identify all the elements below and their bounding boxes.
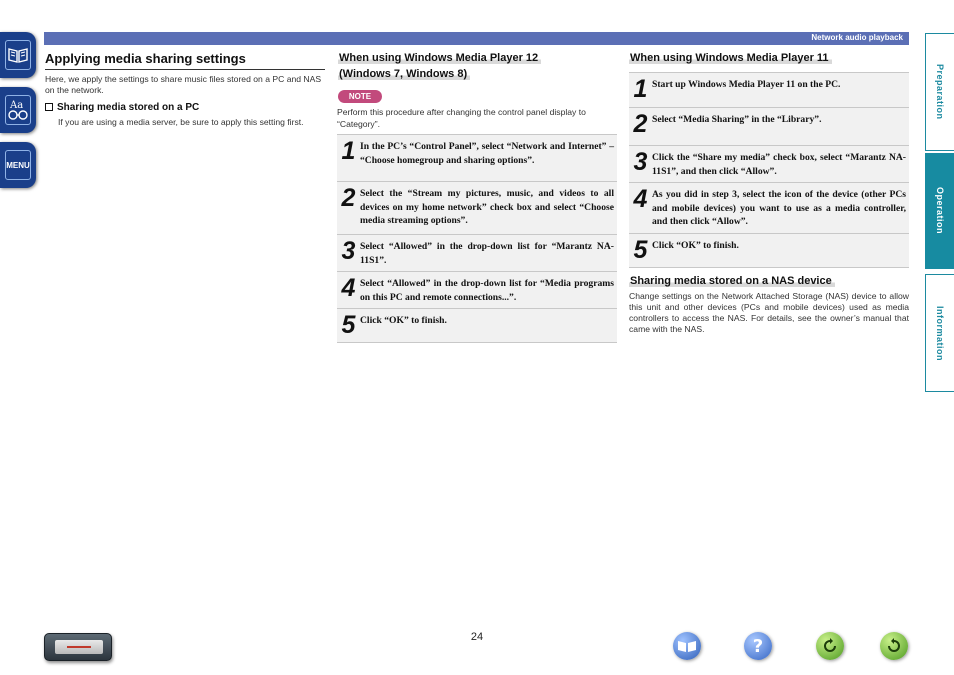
checkbox-bullet-icon [45, 103, 53, 111]
wmp12-heading [338, 50, 618, 82]
step-text: Select “Allowed” in the drop-down list for “Media programs on this PC and remote connections...”. [360, 278, 614, 303]
device-front-panel [55, 640, 103, 654]
step-item [629, 233, 909, 268]
subheading-pc [45, 102, 199, 113]
step-text: Start up Windows Media Player 11 on the PC. [652, 79, 841, 90]
step-number: 2 [633, 110, 648, 138]
nas-heading [629, 273, 909, 289]
device-icon[interactable] [44, 633, 112, 661]
menu-icon [5, 150, 31, 180]
forward-icon[interactable] [880, 632, 908, 660]
header-bar [44, 32, 909, 45]
section-label: Network audio playback [811, 33, 903, 42]
step-number: 1 [633, 75, 648, 103]
step-item [629, 182, 909, 233]
wmp12-steps [337, 134, 617, 343]
step-number: 2 [341, 184, 356, 212]
wmp12-heading-line2: (Windows 7, Windows 8) [338, 68, 470, 80]
step-number: 4 [341, 274, 356, 302]
tab-information[interactable] [925, 274, 954, 392]
tab-preparation[interactable] [925, 33, 954, 151]
step-number: 4 [633, 185, 648, 213]
page-number: 24 [470, 631, 484, 643]
step-item [337, 134, 617, 181]
step-item [337, 181, 617, 234]
step-text: Click “OK” to finish. [360, 315, 447, 326]
book-icon [5, 40, 31, 70]
nas-text: Change settings on the Network Attached Storage (NAS) device to allow this unit and other devices (PCs and mobile devices) used as media controllers to access the NAS. For details, see the owner’s manual that came with the NAS. [629, 291, 909, 334]
step-text: Select “Allowed” in the drop-down list for “Marantz NA-11S1”. [360, 241, 614, 266]
tab-label: Operation [935, 187, 945, 235]
step-text: Select the “Stream my pictures, music, and videos to all devices on my home network” check box and select “Choose media streaming options”. [360, 188, 614, 226]
wmp12-heading-line1: When using Windows Media Player 12 [338, 52, 541, 64]
step-text: Click the “Share my media” check box, select “Marantz NA-11S1”, and then click “Allow”. [652, 152, 906, 177]
contents-button[interactable] [0, 32, 36, 78]
back-icon[interactable] [816, 632, 844, 660]
tab-label: Information [935, 305, 945, 361]
subheading-label: Sharing media stored on a PC [57, 102, 200, 113]
step-text: In the PC’s “Control Panel”, select “Network and Internet” – “Choose homegroup and sharing options”. [360, 141, 614, 166]
aa-glasses-icon [5, 95, 31, 125]
intro-text: Here, we apply the settings to share music files stored on a PC and NAS on the network. [45, 74, 322, 95]
step-number: 5 [341, 311, 356, 339]
step-item [629, 145, 909, 182]
step-item [629, 107, 909, 145]
wmp11-heading-label: When using Windows Media Player 11 [629, 52, 832, 64]
book-icon[interactable] [673, 632, 701, 660]
step-text: Select “Media Sharing” in the “Library”. [652, 114, 822, 125]
subheading-text: If you are using a media server, be sure to apply this setting first. [58, 117, 304, 127]
help-icon[interactable] [744, 632, 772, 660]
tab-operation[interactable] [925, 153, 954, 269]
page-title: Applying media sharing settings [45, 51, 325, 70]
tab-label: Preparation [935, 64, 945, 120]
wmp11-steps [629, 72, 909, 268]
step-number: 3 [341, 237, 356, 265]
step-text: Click “OK” to finish. [652, 239, 739, 251]
step-item [629, 72, 909, 107]
step-item [337, 271, 617, 308]
step-item [337, 308, 617, 343]
step-number: 5 [633, 235, 648, 264]
step-number: 1 [341, 137, 356, 165]
help-glyph: ? [752, 635, 764, 657]
step-number: 3 [633, 148, 648, 176]
svg-text:Aa: Aa [10, 100, 24, 111]
step-item [337, 234, 617, 271]
nas-heading-label: Sharing media stored on a NAS device [629, 275, 835, 287]
menu-button[interactable] [0, 142, 36, 188]
step-text: As you did in step 3, select the icon of the device (other PCs and mobile devices) you want to use as a media controller, and then click “Allow”. [652, 189, 906, 227]
note-text: Perform this procedure after changing the control panel display to “Category”. [337, 107, 586, 129]
menu-label: MENU [6, 160, 30, 170]
glossary-button[interactable] [0, 87, 36, 133]
note-badge: NOTE [338, 90, 382, 103]
wmp11-heading [629, 50, 909, 66]
